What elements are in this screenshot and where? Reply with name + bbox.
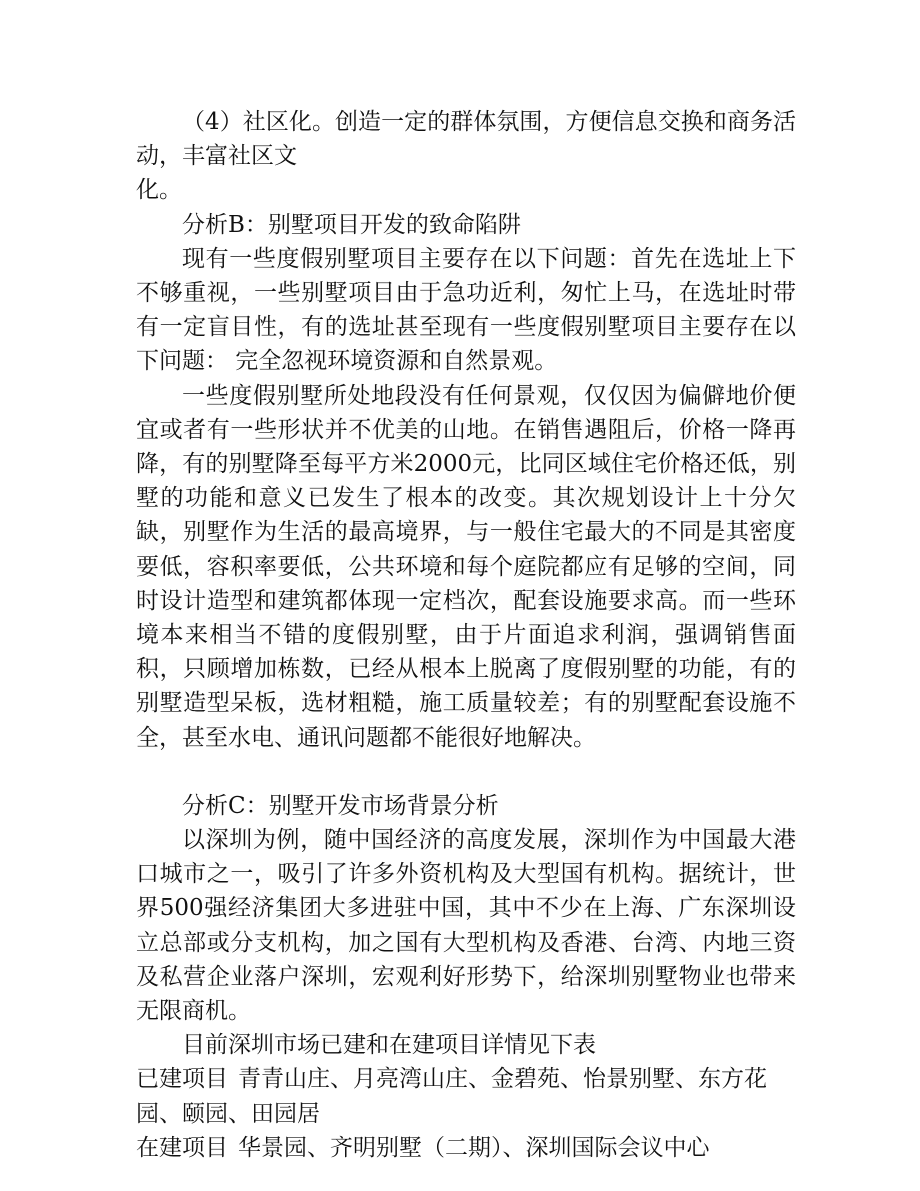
paragraph-problems: 现有一些度假别墅项目主要存在以下问题：首先在选址上下不够重视，一些别墅项目由于急功近利，匆忙上马，在选址时带有一定盲目性，有的选址甚至现有一些度假别墅项目主要存在以下问题： 完全忽视环境资源和自然景观。 bbox=[136, 245, 796, 375]
document-page bbox=[136, 105, 796, 1165]
table-value-built: 青青山庄、月亮湾山庄、金碧苑、怡景别墅、东方花园、颐园、田园居 bbox=[136, 1066, 767, 1127]
heading-analysis-c: 分析C：别墅开发市场背景分析 bbox=[182, 792, 499, 819]
table-value-building: 华景园、齐明别墅（二期）、深圳国际会议中心 bbox=[238, 1134, 710, 1161]
paragraph-details: 一些度假别墅所处地段没有任何景观，仅仅因为偏僻地价便宜或者有一些形状并不优美的山地。在销售遇阻后，价格一降再降，有的别墅降至每平方米2000元，比同区域住宅价格还低，别墅的功能和意义已发生了根本的改变。其次规划设计上十分欠缺，别墅作为生活的最高境界，与一般住宅最大的不同是其密度要低，容积率要低，公共环境和每个庭院都应有足够的空间，同时设计造型和建筑都体现一定档次，配套设施要求高。而一些环境本来相当不错的度假别墅，由于片面追求利润，强调销售面积，只顾增加栋数，已经从根本上脱离了度假别墅的功能，有的别墅造型呆板，选材粗糙，施工质量较差；有的别墅配套设施不全，甚至水电、通讯问题都不能很好地解决。 bbox=[136, 382, 796, 751]
paragraph-community-end: 化。 bbox=[136, 177, 182, 204]
table-row bbox=[136, 1062, 796, 1130]
table-row bbox=[136, 1131, 796, 1165]
table-label-built: 已建项目 bbox=[136, 1066, 228, 1093]
heading-analysis-b: 分析B：别墅项目开发的致命陷阱 bbox=[182, 211, 521, 238]
table-label-building: 在建项目 bbox=[136, 1134, 228, 1161]
paragraph-community: （4）社区化。创造一定的群体氛围，方便信息交换和商务活动，丰富社区文 bbox=[136, 109, 796, 170]
paragraph-shenzhen: 以深圳为例，随中国经济的高度发展，深圳作为中国最大港口城市之一，吸引了许多外资机构及大型国有机构。据统计，世界500强经济集团大多进驻中国，其中不少在上海、广东深圳设立总部或分支机构，加之国有大型机构及香港、台湾、内地三资及私营企业落户深圳，宏观利好形势下，给深圳别墅物业也带来无限商机。 bbox=[136, 827, 796, 1025]
paragraph-gap bbox=[136, 755, 796, 789]
paragraph-table-intro: 目前深圳市场已建和在建项目详情见下表 bbox=[182, 1032, 596, 1059]
